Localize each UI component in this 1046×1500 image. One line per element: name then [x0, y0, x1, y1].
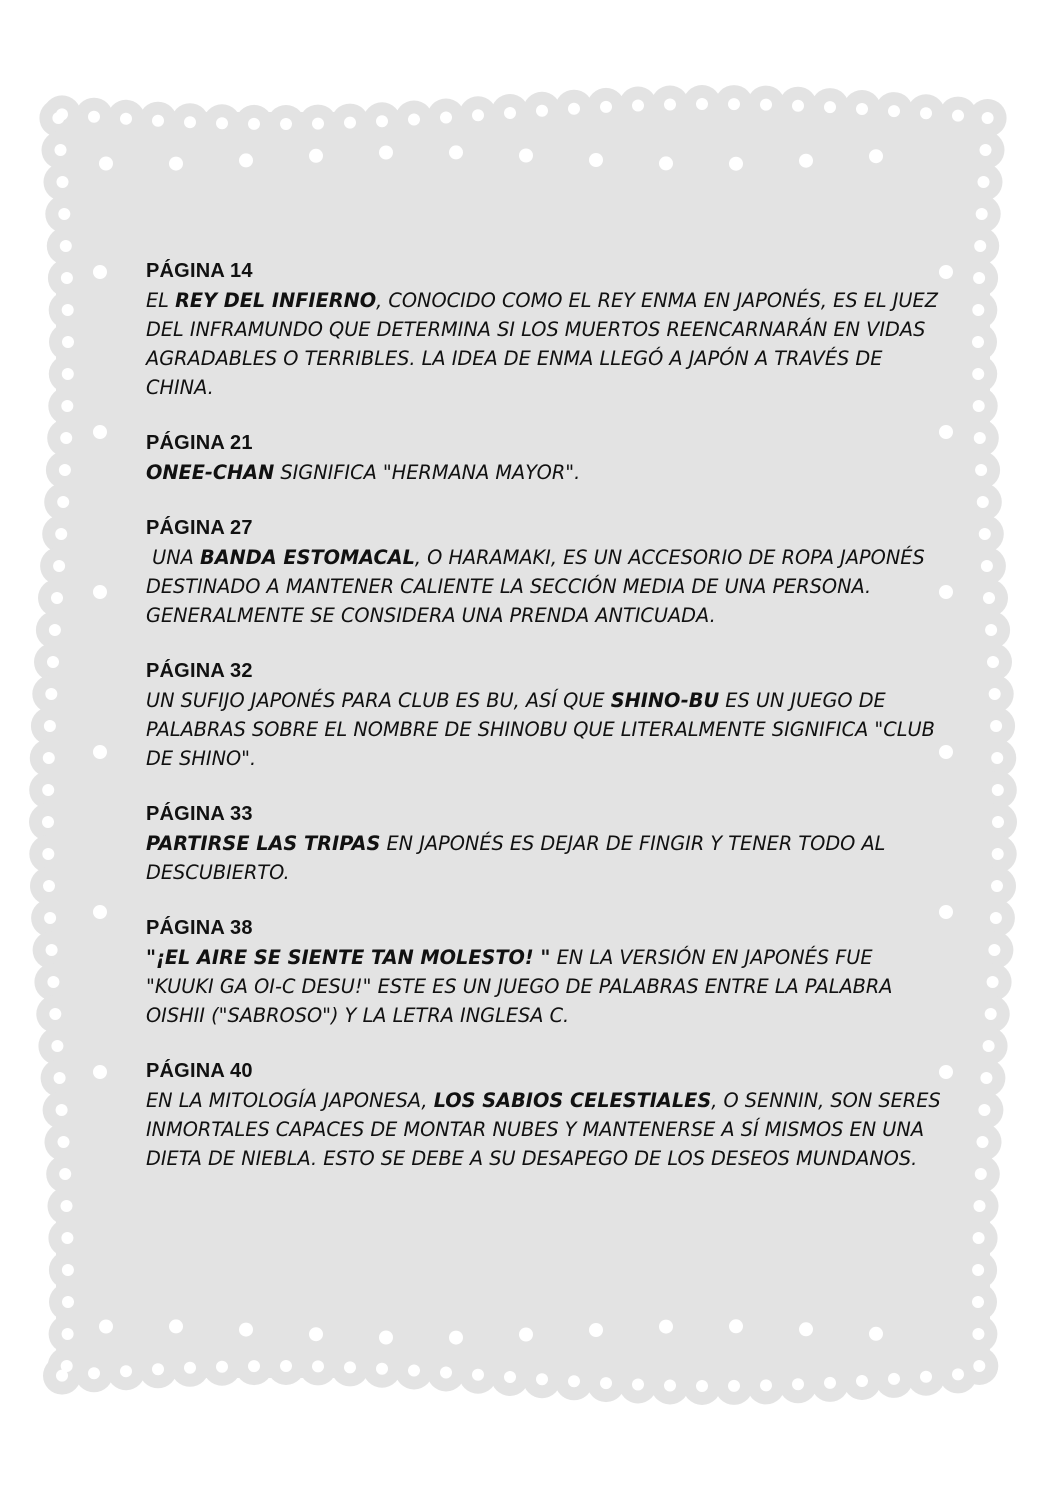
note-term: ONEE-CHAN: [146, 461, 275, 484]
lace-hole: [216, 117, 228, 129]
lace-hole: [952, 110, 964, 122]
note-body: [146, 686, 946, 773]
lace-hole: [44, 912, 56, 924]
note-term: BANDA ESTOMACAL: [200, 546, 415, 569]
lace-hole: [600, 1377, 612, 1389]
note-text: EL: [146, 289, 176, 312]
lace-hole: [59, 464, 71, 476]
lace-hole: [62, 304, 74, 316]
lace-hole: [664, 1380, 676, 1392]
lace-hole: [408, 1365, 420, 1377]
lace-hole: [449, 1331, 463, 1345]
lace-hole: [973, 400, 985, 412]
lace-hole: [248, 1360, 260, 1372]
lace-hole: [972, 1328, 984, 1340]
note-pagina-14: [146, 256, 946, 402]
lace-hole: [93, 1065, 107, 1079]
lace-hole: [61, 272, 73, 284]
lace-hole: [972, 336, 984, 348]
lace-hole: [976, 208, 988, 220]
lace-hole: [93, 425, 107, 439]
lace-hole: [632, 100, 644, 112]
lace-hole: [379, 1331, 393, 1345]
lace-hole: [61, 400, 73, 412]
lace-hole: [62, 1264, 74, 1276]
note-pagina-21: [146, 428, 946, 487]
lace-hole: [981, 560, 993, 572]
note-term: PARTIRSE LAS TRIPAS: [146, 832, 381, 855]
lace-hole: [309, 149, 323, 163]
lace-hole: [56, 1104, 68, 1116]
lace-hole: [659, 156, 673, 170]
note-term: REY DEL INFIERNO: [175, 289, 377, 312]
lace-hole: [43, 880, 55, 892]
lace-hole: [62, 368, 74, 380]
note-heading: PÁGINA 27: [146, 517, 253, 539]
lace-hole: [376, 1363, 388, 1375]
lace-hole: [977, 1136, 989, 1148]
note-heading: PÁGINA 40: [146, 1060, 253, 1082]
lace-hole: [312, 118, 324, 130]
lace-hole: [169, 157, 183, 171]
lace-hole: [440, 1367, 452, 1379]
lace-hole: [376, 115, 388, 127]
lace-hole: [729, 1319, 743, 1333]
lace-hole: [42, 848, 54, 860]
lace-hole: [972, 1296, 984, 1308]
lace-hole: [664, 99, 676, 111]
lace-hole: [93, 745, 107, 759]
lace-hole: [93, 905, 107, 919]
lace-hole: [216, 1361, 228, 1373]
lace-hole: [62, 1296, 74, 1308]
note-term: SHINO-BU: [610, 689, 720, 712]
lace-hole: [536, 1373, 548, 1385]
note-text: EN LA VERSIÓN EN JAPONÉS FUE "KUUKI GA OI-C DESU!" ESTE ES UN JUEGO DE PALABRAS ENTRE LA PALABRA OISHII ("SABROSO") Y LA LETRA INGLESA C.: [146, 946, 899, 1027]
note-pagina-27: [146, 513, 946, 630]
lace-hole: [989, 688, 1001, 700]
lace-hole: [920, 1371, 932, 1383]
note-text: UN SUFIJO JAPONÉS PARA CLUB ES BU, ASÍ QUE: [146, 689, 611, 712]
lace-hole: [799, 1322, 813, 1336]
lace-hole: [280, 1360, 292, 1372]
lace-hole: [239, 153, 253, 167]
lace-hole: [982, 112, 994, 124]
lace-hole: [980, 1072, 992, 1084]
translation-notes: [146, 256, 946, 1199]
lace-hole: [440, 112, 452, 124]
lace-hole: [99, 157, 113, 171]
note-term: "¡EL AIRE SE SIENTE TAN MOLESTO! ": [146, 946, 551, 969]
note-body: [146, 286, 946, 402]
lace-hole: [974, 1200, 986, 1212]
lace-hole: [239, 1323, 253, 1337]
lace-hole: [972, 368, 984, 380]
lace-hole: [51, 592, 63, 604]
lace-hole: [169, 1319, 183, 1333]
lace-hole: [973, 1232, 985, 1244]
lace-hole: [988, 944, 1000, 956]
lace-hole: [888, 105, 900, 117]
lace-hole: [408, 114, 420, 126]
lace-hole: [52, 112, 64, 124]
lace-hole: [992, 784, 1004, 796]
lace-hole: [728, 1380, 740, 1392]
lace-hole: [696, 98, 708, 110]
note-body: [146, 829, 946, 887]
lace-hole: [58, 1136, 70, 1148]
lace-hole: [824, 101, 836, 113]
note-body: [146, 543, 946, 630]
lace-hole: [55, 144, 67, 156]
lace-hole: [983, 592, 995, 604]
lace-hole: [152, 1363, 164, 1375]
note-body: [146, 943, 946, 1030]
lace-hole: [47, 976, 59, 988]
lace-hole: [589, 153, 603, 167]
lace-hole: [344, 117, 356, 129]
lace-hole: [760, 1379, 772, 1391]
lace-hole: [504, 107, 516, 119]
lace-hole: [600, 101, 612, 113]
note-text: ES UN JUEGO DE PALABRAS SOBRE EL NOMBRE DE SHINOBU QUE LITERALMENTE SIGNIFICA "CLUB DE SHINO".: [146, 689, 941, 770]
lace-hole: [60, 240, 72, 252]
note-body: [146, 458, 946, 487]
lace-hole: [992, 848, 1004, 860]
note-heading: PÁGINA 33: [146, 803, 253, 825]
note-text: , CONOCIDO COMO EL REY ENMA EN JAPONÉS, ES EL JUEZ DEL INFRAMUNDO QUE DETERMINA SI LOS MUERTOS REENCARNARÁN EN VIDAS AGRADABLES O TERRIBLES. LA IDEA DE ENMA LLEGÓ A JAPÓN A TRAVÉS DE CHINA.: [146, 289, 945, 399]
lace-hole: [449, 145, 463, 159]
lace-hole: [309, 1327, 323, 1341]
lace-hole: [991, 880, 1003, 892]
lace-hole: [184, 116, 196, 128]
lace-hole: [93, 265, 107, 279]
lace-hole: [869, 1327, 883, 1341]
lace-hole: [344, 1361, 356, 1373]
lace-hole: [696, 1380, 708, 1392]
note-term: LOS SABIOS CELESTIALES: [433, 1089, 712, 1112]
lace-hole: [728, 98, 740, 110]
note-text: , O SENNIN, SON SERES INMORTALES CAPACES DE MONTAR NUBES Y MANTENERSE A SÍ MISMOS EN UNA DIETA DE NIEBLA. ESTO SE DEBE A SU DESAPEGO DE LOS DESEOS MUNDANOS.: [146, 1089, 947, 1170]
lace-hole: [990, 912, 1002, 924]
lace-hole: [99, 1320, 113, 1334]
note-text: SIGNIFICA "HERMANA MAYOR".: [274, 461, 581, 484]
lace-hole: [992, 816, 1004, 828]
lace-hole: [47, 656, 59, 668]
lace-hole: [991, 752, 1003, 764]
lace-hole: [978, 176, 990, 188]
note-text: , O HARAMAKI, ES UN ACCESORIO DE ROPA JAPONÉS DESTINADO A MANTENER CALIENTE LA SECCIÓN MEDIA DE UNA PERSONA. GENERALMENTE SE CONSIDERA UNA PRENDA ANTICUADA.: [146, 546, 931, 627]
lace-hole: [799, 154, 813, 168]
lace-hole: [659, 1320, 673, 1334]
lace-hole: [973, 272, 985, 284]
lace-hole: [856, 103, 868, 115]
lace-hole: [979, 528, 991, 540]
note-body: [146, 1086, 946, 1173]
lace-hole: [120, 113, 132, 125]
lace-hole: [519, 149, 533, 163]
lace-hole: [312, 1360, 324, 1372]
lace-hole: [54, 1072, 66, 1084]
lace-hole: [44, 720, 56, 732]
lace-hole: [58, 208, 70, 220]
lace-hole: [88, 111, 100, 123]
lace-hole: [589, 1323, 603, 1337]
lace-hole: [152, 115, 164, 127]
lace-hole: [49, 624, 61, 636]
lace-hole: [280, 118, 292, 130]
note-text: UNA: [146, 546, 200, 569]
note-heading: PÁGINA 21: [146, 432, 253, 454]
lace-hole: [972, 304, 984, 316]
note-heading: PÁGINA 32: [146, 660, 253, 682]
lace-hole: [472, 1369, 484, 1381]
lace-hole: [729, 157, 743, 171]
lace-hole: [59, 1168, 71, 1180]
note-pagina-33: [146, 799, 946, 887]
note-text: EN JAPONÉS ES DEJAR DE FINGIR Y TENER TODO AL DESCUBIERTO.: [146, 832, 892, 884]
lace-hole: [975, 464, 987, 476]
lace-hole: [472, 109, 484, 121]
lace-hole: [61, 1232, 73, 1244]
lace-hole: [920, 107, 932, 119]
lace-hole: [977, 496, 989, 508]
lace-hole: [42, 784, 54, 796]
note-pagina-40: [146, 1056, 946, 1173]
lace-hole: [43, 752, 55, 764]
lace-hole: [379, 146, 393, 160]
lace-hole: [57, 496, 69, 508]
lace-hole: [792, 100, 804, 112]
lace-hole: [55, 528, 67, 540]
lace-hole: [568, 103, 580, 115]
lace-hole: [632, 1379, 644, 1391]
lace-hole: [184, 1362, 196, 1374]
lace-hole: [93, 585, 107, 599]
lace-hole: [51, 1040, 63, 1052]
lace-hole: [53, 560, 65, 572]
note-heading: PÁGINA 14: [146, 260, 253, 282]
lace-hole: [972, 1264, 984, 1276]
lace-hole: [62, 1328, 74, 1340]
lace-hole: [60, 432, 72, 444]
lace-hole: [536, 105, 548, 117]
lace-hole: [88, 1367, 100, 1379]
lace-hole: [952, 1368, 964, 1380]
lace-hole: [760, 99, 772, 111]
lace-hole: [987, 656, 999, 668]
lace-hole: [978, 1104, 990, 1116]
lace-hole: [987, 976, 999, 988]
lace-hole: [973, 1360, 985, 1372]
lace-hole: [888, 1373, 900, 1385]
lace-hole: [983, 1040, 995, 1052]
note-text: EN LA MITOLOGÍA JAPONESA,: [146, 1089, 434, 1112]
lace-hole: [45, 688, 57, 700]
lace-hole: [985, 1008, 997, 1020]
lace-hole: [985, 624, 997, 636]
lace-hole: [61, 1360, 73, 1372]
note-pagina-32: [146, 656, 946, 773]
lace-hole: [856, 1375, 868, 1387]
lace-hole: [980, 144, 992, 156]
lace-hole: [248, 118, 260, 130]
lace-hole: [46, 944, 58, 956]
lace-hole: [974, 432, 986, 444]
lace-hole: [975, 1168, 987, 1180]
lace-hole: [792, 1378, 804, 1390]
lace-hole: [568, 1375, 580, 1387]
lace-hole: [974, 240, 986, 252]
lace-hole: [869, 149, 883, 163]
lace-hole: [62, 336, 74, 348]
lace-hole: [42, 816, 54, 828]
lace-hole: [120, 1365, 132, 1377]
note-heading: PÁGINA 38: [146, 917, 253, 939]
lace-hole: [504, 1371, 516, 1383]
lace-hole: [519, 1328, 533, 1342]
lace-hole: [57, 176, 69, 188]
note-pagina-38: [146, 913, 946, 1030]
lace-hole: [824, 1377, 836, 1389]
lace-hole: [61, 1200, 73, 1212]
lace-hole: [990, 720, 1002, 732]
lace-hole: [49, 1008, 61, 1020]
